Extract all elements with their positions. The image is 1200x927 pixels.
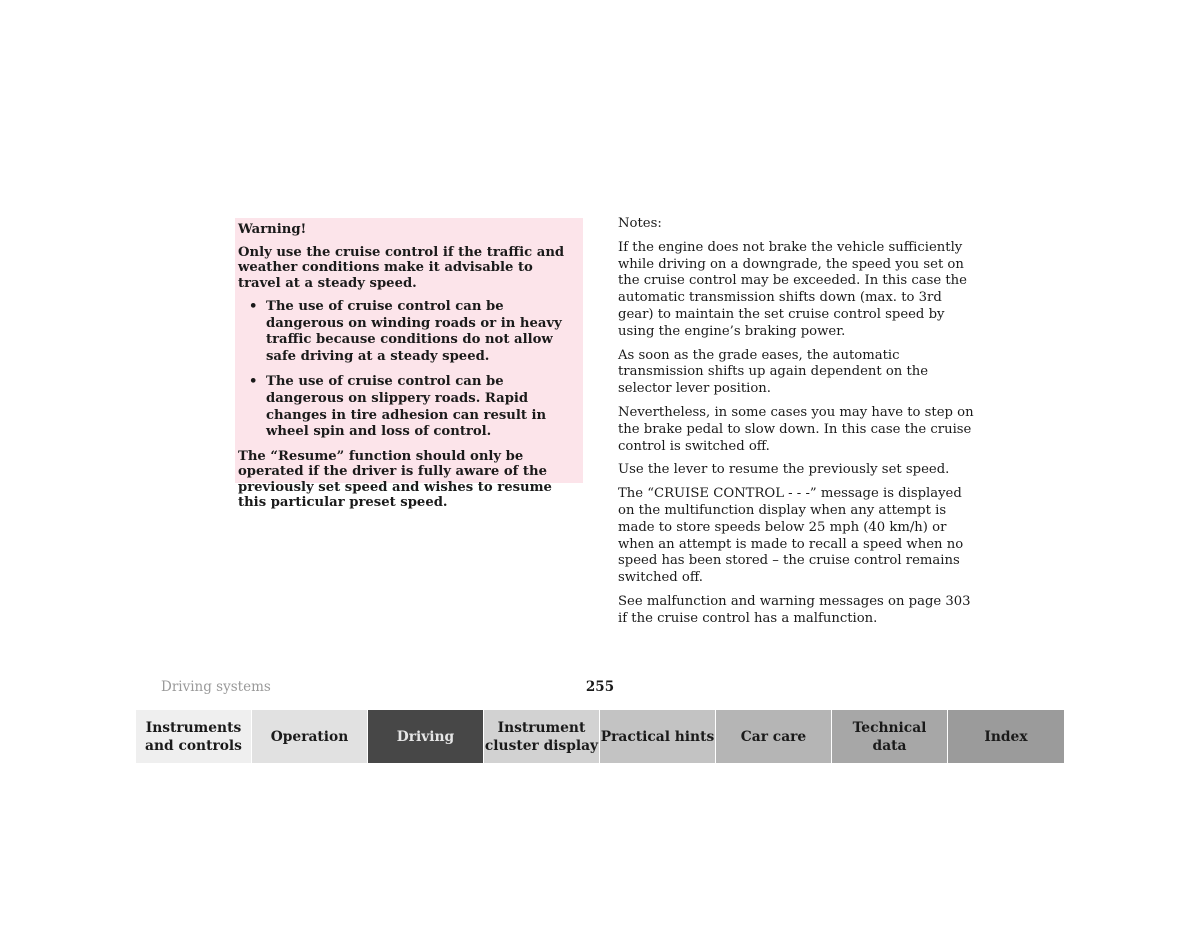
notes-title: Notes: bbox=[618, 216, 662, 231]
tab-instrument-cluster-display[interactable]: Instrument cluster display bbox=[484, 710, 600, 763]
tab-instruments-and-controls[interactable]: Instruments and controls bbox=[136, 710, 252, 763]
warning-title: Warning! bbox=[238, 222, 307, 237]
warning-bullet-list bbox=[238, 299, 579, 441]
bullet-icon: • bbox=[249, 374, 258, 389]
notes-paragraph: The “CRUISE CONTROL - - -” message is displayed on the multifunction display when any attempt is made to store speeds below 25 mph (40 km/h) or when an attempt is made to recall a speed when no speed has been stored – the cruise control remains switched off. bbox=[618, 486, 964, 586]
notes-paragraph: If the engine does not brake the vehicle sufficiently while driving on a downgrade, the speed you set on the cruise control may be exceeded. In this case the automatic transmission shifts down (max. to 3rd gear) to maintain the set cruise control speed by using the engine’s braking power. bbox=[618, 239, 967, 339]
notes-section bbox=[618, 216, 978, 635]
notes-paragraph: Nevertheless, in some cases you may have to step on the brake pedal to slow down. In this case the cruise control is switched off. bbox=[618, 404, 974, 454]
tab-practical-hints[interactable]: Practical hints bbox=[600, 710, 716, 763]
chapter-navigation bbox=[136, 710, 1064, 763]
tab-operation[interactable]: Operation bbox=[252, 710, 368, 763]
warning-bullet-text: The use of cruise control can be dangerous on winding roads or in heavy traffic because conditions do not allow safe driving at a steady speed. bbox=[266, 298, 562, 365]
notes-paragraph: Use the lever to resume the previously set speed. bbox=[618, 462, 950, 478]
tab-car-care[interactable]: Car care bbox=[716, 710, 832, 763]
warning-bullet-item bbox=[238, 299, 579, 366]
page-number: 255 bbox=[585, 679, 615, 695]
warning-closing: The “Resume” function should only be operated if the driver is fully aware of the previously set speed and wishes to resume this particular preset speed. bbox=[238, 449, 552, 510]
warning-bullet-text: The use of cruise control can be dangerous on slippery roads. Rapid changes in tire adhesion can result in wheel spin and loss of control. bbox=[266, 374, 547, 440]
bullet-icon: • bbox=[249, 298, 258, 314]
tab-driving[interactable]: Driving bbox=[368, 710, 484, 763]
warning-bullet-item bbox=[238, 374, 579, 441]
warning-box bbox=[235, 218, 583, 510]
warning-intro: Only use the cruise control if the traffic and weather conditions make it advisable to travel at a steady speed. bbox=[238, 245, 565, 291]
section-title: Driving systems bbox=[161, 679, 271, 695]
notes-paragraph: As soon as the grade eases, the automatic transmission shifts up again dependent on the selector lever position. bbox=[618, 347, 929, 397]
tab-index[interactable]: Index bbox=[948, 710, 1064, 763]
notes-paragraph: See malfunction and warning messages on page 303 if the cruise control has a malfunction. bbox=[618, 593, 971, 626]
tab-technical-data[interactable]: Technical data bbox=[832, 710, 948, 763]
